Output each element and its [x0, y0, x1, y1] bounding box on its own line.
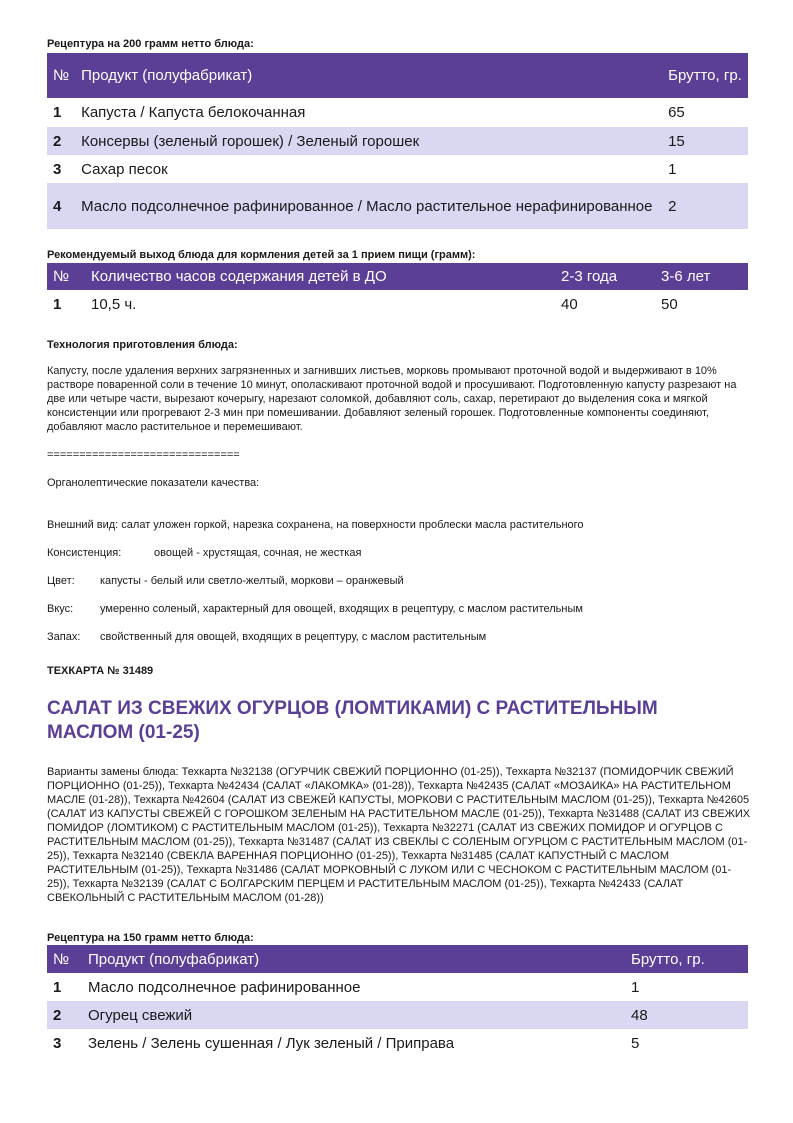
row-hours: 10,5 ч.: [91, 295, 137, 313]
col-header-gross: Брутто, гр.: [625, 945, 748, 973]
row-product: Масло подсолнечное рафинированное: [88, 978, 361, 996]
taste-value: умеренно соленый, характерный для овощей, входящих в рецептуру, с маслом растительным: [100, 603, 583, 615]
table-header-row: [47, 263, 748, 290]
row-gross: 2: [662, 183, 748, 229]
row-gross: 48: [625, 1001, 748, 1029]
row-age-3-6: 50: [661, 295, 678, 313]
smell-label: Запах:: [47, 631, 81, 643]
table-row: [47, 155, 748, 183]
consistency-line: [47, 547, 361, 559]
recipe-caption: Рецептура на 150 грамм нетто блюда:: [47, 932, 254, 944]
recipe-table: [47, 53, 748, 229]
row-product: Зелень / Зелень сушенная / Лук зеленый / Приправа: [88, 1034, 455, 1052]
technology-text: Капусту, после удаления верхних загрязненных и загнивших листьев, морковь промывают проточной водой и выдерживают в 10% растворе поваренной соли в течение 10 минут, ополаскивают проточной водой и просушивают. Подготовленную капусту разрезают на две или четыре части, вырезают кочерыгу, нарезают соломкой, добавляют соль, сахар, перетирают до выделения сока и мягкой консистенции или прогревают 2-3 мин при помешивании. Добавляют зеленый горошек. Подготовленные компоненты соединяют, добавляют масло растительное и перемешивают.: [47, 365, 737, 433]
color-line: [47, 575, 404, 587]
row-gross: 1: [668, 160, 677, 178]
output-table: [47, 263, 748, 318]
row-number: 3: [53, 1034, 62, 1052]
separator: ==============================: [47, 449, 240, 461]
row-product: Огурец свежий: [82, 1001, 625, 1029]
row-number: 4: [47, 183, 75, 229]
techcard-number: ТЕХКАРТА № 31489: [47, 665, 154, 677]
color-value: капусты - белый или светло-желтый, моркови – оранжевый: [100, 575, 404, 587]
output-caption: Рекомендуемый выход блюда для кормления детей за 1 прием пищи (грамм):: [47, 249, 476, 261]
organoleptic-caption: Органолептические показатели качества:: [47, 477, 260, 489]
col-header-age-2-3: 2-3 года: [555, 263, 655, 290]
col-header-number: №: [47, 53, 75, 98]
consistency-label: Консистенция:: [47, 547, 122, 559]
table-row: [47, 1001, 748, 1029]
row-age-2-3: 40: [561, 295, 578, 313]
row-number: 3: [53, 160, 62, 178]
row-gross: 5: [631, 1034, 640, 1052]
table-row: [47, 183, 748, 229]
smell-line: [47, 631, 486, 643]
col-header-product: Продукт (полуфабрикат): [75, 53, 662, 98]
col-header-number: №: [47, 945, 82, 973]
row-gross: 65: [668, 104, 685, 121]
row-number: 1: [53, 978, 62, 996]
table-row: [47, 127, 748, 155]
taste-label: Вкус:: [47, 603, 74, 615]
table-row: [47, 1029, 748, 1057]
appearance-text: Внешний вид: салат уложен горкой, нарезка сохранена, на поверхности проблески масла растительного: [47, 519, 584, 531]
row-number: 1: [53, 295, 62, 313]
color-label: Цвет:: [47, 575, 75, 587]
dish-title: САЛАТ ИЗ СВЕЖИХ ОГУРЦОВ (ЛОМТИКАМИ) С РАСТИТЕЛЬНЫМ МАСЛОМ (01-25): [47, 698, 658, 743]
table-row: [47, 290, 748, 318]
col-header-hours: Количество часов содержания детей в ДО: [85, 263, 555, 290]
technology-caption: Технология приготовления блюда:: [47, 339, 238, 351]
row-gross: 15: [662, 127, 748, 155]
table-row: [47, 973, 748, 1001]
col-header-gross: Брутто, гр.: [662, 53, 748, 98]
table-header-row: [47, 53, 748, 98]
recipe-caption: Рецептура на 200 грамм нетто блюда:: [47, 38, 254, 50]
smell-value: свойственный для овощей, входящих в рецептуру, с маслом растительным: [100, 631, 487, 643]
recipe-table: [47, 945, 748, 1057]
row-number: 2: [47, 127, 75, 155]
row-gross: 1: [631, 978, 640, 996]
taste-line: [47, 603, 583, 615]
replacement-variants: Варианты замены блюда: Техкарта №32138 (ОГУРЧИК СВЕЖИЙ ПОРЦИОННО (01-25)), Техкарта №32137 (ПОМИДОРЧИК СВЕЖИЙ ПОРЦИОННО (01-25)), Техкарта №42434 (САЛАТ «ЛАКОМКА» (01-28)), Техкарта №42435 (САЛАТ «МОЗАИКА» НА РАСТИТЕЛЬНОМ МАСЛЕ (01-28)), Техкарта №42604 (САЛАТ ИЗ СВЕЖЕЙ КАПУСТЫ, МОРКОВИ С РАСТИТЕЛЬНЫМ МАСЛОМ (01-25)), Техкарта №42605 (САЛАТ ИЗ КАПУСТЫ СВЕЖЕЙ С ГОРОШКОМ ЗЕЛЕНЫМ НА РАСТИТЕЛЬНОМ МАСЛЕ (01-25)), Техкарта №31488 (САЛАТ ИЗ СВЕЖИХ ПОМИДОР (ЛОМТИКОМ) С РАСТИТЕЛЬНЫМ МАСЛОМ (01-25)), Техкарта №32271 (САЛАТ ИЗ СВЕЖИХ ПОМИДОР И ОГУРЦОВ С РАСТИТЕЛЬНЫМ МАСЛОМ (01-25)), Техкарта №31487 (САЛАТ ИЗ СВЕКЛЫ С СОЛЕНЫМ ОГУРЦОМ С РАСТИТЕЛЬНЫМ МАСЛОМ (01-25)), Техкарта №32140 (СВЕКЛА ВАРЕННАЯ ПОРЦИОННО (01-25)), Техкарта №31485 (САЛАТ КАПУСТНЫЙ С МАСЛОМ РАСТИТЕЛЬНЫМ (01-25)), Техкарта №31486 (САЛАТ МОРКОВНЫЙ С ЛУКОМ ИЛИ С ЧЕСНОКОМ С РАСТИТЕЛЬНЫМ МАСЛОМ (01-25)), Техкарта №32139 (САЛАТ С БОЛГАРСКИМ ПЕРЦЕМ И РАСТИТЕЛЬНЫМ МАСЛОМ (01-25)), Техкарта №42433 (САЛАТ СВЕКОЛЬНЫЙ С РАСТИТЕЛЬНЫМ МАСЛОМ (01-28)): [47, 766, 751, 904]
consistency-value: овощей - хрустящая, сочная, не жесткая: [154, 547, 362, 559]
col-header-product: Продукт (полуфабрикат): [82, 945, 625, 973]
col-header-number: №: [47, 263, 85, 290]
row-product: Консервы (зеленый горошек) / Зеленый горошек: [75, 127, 662, 155]
table-row: [47, 98, 748, 127]
row-product: Масло подсолнечное рафинированное / Масло растительное нерафинированное: [75, 183, 662, 229]
col-header-age-3-6: 3-6 лет: [655, 263, 748, 290]
row-number: 2: [47, 1001, 82, 1029]
row-product: Капуста / Капуста белокочанная: [81, 104, 306, 121]
row-product: Сахар песок: [81, 160, 168, 178]
table-header-row: [47, 945, 748, 973]
row-number: 1: [53, 104, 62, 121]
